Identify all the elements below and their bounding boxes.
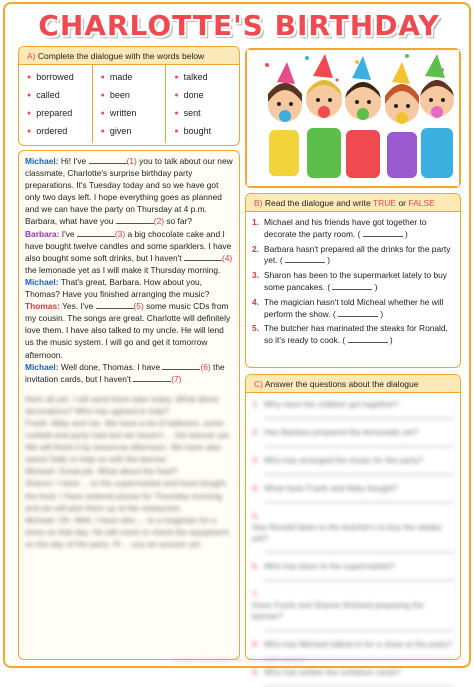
blank-number: (2) [153, 216, 165, 227]
blurred-dialogue-line: Frank: Abby and me. We have a lot of balloons, some confetti and party hats but we haven't ... the banner yet. We will finish it by tomorrow afternoon. We have also asked Sally to help us with the banner. [25, 417, 231, 465]
word-column [93, 65, 167, 143]
answer-line[interactable] [332, 282, 372, 290]
dialogue-text-segment: so far? [164, 216, 192, 227]
true-false-item [252, 297, 454, 321]
statement: The butcher has marinated the steaks for Ronald, so it's ready to cook. [264, 323, 448, 346]
statement: The magician hasn't told Micheal whether he will perform the show. [264, 296, 444, 319]
speaker-name: Michael: [25, 156, 59, 166]
question-item [252, 639, 454, 659]
questions-panel [245, 374, 461, 677]
answer-blank[interactable] [77, 229, 115, 237]
question-text: Who has been to the supermarket? [264, 561, 395, 571]
dialogue-line [25, 276, 233, 300]
question-item [252, 455, 454, 475]
answer-blank[interactable] [89, 156, 127, 164]
answer-field[interactable]: ( ) [357, 228, 408, 239]
dialogue-text-segment: I've [61, 228, 77, 239]
dialogue-text-segment: Yes. I've [62, 301, 96, 312]
dialogue-line [25, 300, 233, 360]
statement: Sharon has been to the supermarket lately to buy some pancakes. [264, 270, 447, 292]
question-text: Who has written the invitation cards? [264, 667, 401, 677]
dialogue-line [25, 361, 233, 385]
item-number: 2. [252, 243, 259, 254]
worksheet [3, 2, 471, 677]
word-column [19, 65, 93, 143]
answer-blank[interactable] [162, 362, 200, 370]
answer-line[interactable] [348, 335, 388, 343]
blank-number: (4) [221, 252, 233, 263]
dialogue-text-segment: you to talk about our new classmate, Charlotte's surprise birthday party preparations. It's Tuesday today and so we have got only two days left. I hope everything goes as planned and we can have the party on Thursday at 4 p.m. Barbara, what have you [25, 156, 233, 227]
answer-line[interactable] [264, 410, 454, 419]
questions-list [246, 393, 460, 687]
dialogue-text-segment: the invitation cards, but I haven't [25, 361, 225, 384]
section-c-header [246, 375, 460, 393]
speaker-name: Barbara: [25, 228, 60, 239]
answer-blank[interactable] [116, 216, 154, 224]
question-item [252, 483, 454, 503]
dialogue-blurred-text [19, 389, 239, 554]
true-false-item [252, 217, 454, 241]
answer-line[interactable] [363, 229, 403, 237]
answer-field[interactable]: ( ) [327, 281, 378, 292]
section-c-instruction: Answer the questions about the dialogue [264, 379, 419, 389]
speaker-name: Thomas: [25, 301, 60, 312]
speaker-name: Michael: [25, 361, 59, 372]
question-text: Has Ronald been to the butcher's to buy the steaks yet? [252, 522, 442, 543]
page-title: CHARLOTTE'S BIRTHDAY [38, 9, 440, 42]
word-bank-item: ● bought [174, 123, 239, 141]
dialogue-text-segment: Hi! I've [60, 156, 89, 166]
word-bank-item: ● called [27, 87, 92, 105]
true-word: TRUE [372, 198, 397, 208]
word-bank-item: ● prepared [27, 105, 92, 123]
answer-line[interactable] [285, 255, 325, 263]
statement-text [264, 244, 454, 268]
item-number: 7. [252, 589, 259, 599]
statement: Barbara hasn't prepared all the drinks for the party yet. [264, 243, 451, 266]
item-number: 2. [252, 427, 259, 437]
question-item [252, 561, 454, 581]
item-number: 1. [252, 217, 259, 227]
blank-number: (5) [133, 301, 144, 312]
item-number: 3. [252, 455, 259, 465]
word-column [166, 65, 239, 143]
blurred-dialogue-line: Michael: Great job. What about the food? [25, 466, 178, 477]
party-kids-illustration [245, 48, 461, 188]
word-bank-item: ● given [101, 123, 166, 141]
blank-number: (6) [200, 361, 211, 372]
answer-field[interactable]: ( ) [279, 255, 331, 266]
section-c-letter: C) [254, 379, 263, 389]
answer-line[interactable] [264, 678, 454, 687]
item-number: 3. [252, 270, 259, 281]
party-kids-image [247, 50, 459, 186]
question-item [252, 427, 454, 447]
blank-number: (3) [114, 228, 126, 239]
answer-field[interactable]: ( ) [342, 335, 393, 346]
speaker-name: Michael: [25, 276, 59, 287]
true-false-item [252, 270, 454, 294]
dialogue-text-segment: That's great, Barbara. How about you, Thomas? Have you finished arranging the music? [25, 276, 210, 300]
word-bank-item: ● written [101, 105, 166, 123]
statement-text [264, 270, 454, 294]
statement-text [264, 297, 454, 321]
word-bank-panel [18, 46, 240, 146]
item-number: 5. [252, 511, 259, 521]
word-bank-item: ● sent [174, 105, 239, 123]
word-bank-item: ● made [101, 69, 166, 87]
answer-blank[interactable] [133, 374, 171, 382]
blurred-dialogue-line: Michael: Oh. Well, I have also ... to a magician for a show on that day. He will come to check the equipment on the day of the party. I'll ... you an answer yet. [25, 514, 229, 549]
answer-blank[interactable] [96, 301, 134, 309]
question-text: Who has Michael talked to for a show at the party? [264, 639, 453, 649]
true-false-list [246, 212, 460, 347]
true-false-panel [245, 193, 461, 368]
item-number: 4. [252, 483, 259, 493]
dialogue-text-segment: a big chocolate cake and I have bought twelve candles and some sparklers. I have also bought some soft drinks, but I haven't [25, 228, 232, 263]
word-bank-item: ● been [101, 87, 166, 105]
question-item [252, 589, 454, 631]
item-number: 6. [252, 561, 259, 571]
dialogue-text-segment: Well done, Thomas. I have [60, 361, 163, 372]
question-text: Has Barbara prepared the lemonade yet? [264, 427, 419, 437]
true-false-item [252, 323, 454, 347]
blank-number: (1) [126, 156, 137, 166]
blurred-dialogue-line: them all yet. I will send them later today. What about decorations? Who has agreed to help? [25, 393, 219, 416]
question-text: Why have the children got together? [264, 399, 399, 409]
dialogue-panel [18, 150, 240, 660]
item-number: 4. [252, 296, 259, 307]
word-bank-item: ● talked [174, 69, 239, 87]
dialogue-line [25, 155, 233, 228]
item-number: 5. [252, 323, 259, 334]
question-item [252, 511, 454, 553]
answer-line[interactable] [264, 544, 454, 553]
item-number: 1. [252, 399, 259, 409]
question-text: Have Frank and Sharon finished preparing the banner? [252, 600, 424, 621]
answer-line[interactable] [338, 309, 378, 317]
question-text: What have Frank and Abby bought? [264, 483, 398, 493]
answer-line[interactable] [264, 494, 454, 503]
section-b-letter: B) [254, 198, 263, 208]
question-item [252, 399, 454, 419]
answer-field[interactable]: ( ) [332, 308, 384, 319]
answer-line[interactable] [264, 466, 454, 475]
statement-text [264, 217, 454, 241]
or-word: or [396, 198, 409, 208]
section-a-instruction: Complete the dialogue with the words below [37, 51, 205, 61]
statement: Michael and his friends have got together to decorate the party room. [264, 217, 427, 239]
dialogue-text [19, 151, 239, 389]
answer-blank[interactable] [184, 253, 222, 261]
section-b-instruction: Read the dialogue and write [264, 198, 373, 208]
word-bank-item: ● borrowed [27, 69, 92, 87]
dialogue-line [25, 228, 233, 276]
section-a-letter: A) [27, 51, 36, 61]
question-text: Who has arranged the music for the party? [264, 455, 423, 465]
word-bank [19, 65, 239, 143]
statement-text [264, 323, 454, 347]
word-bank-item: ● ordered [27, 123, 92, 141]
section-a-header [19, 47, 239, 65]
copyright-footer: Copyright © ESLPrintables.com - Free printable worksheets [172, 658, 306, 664]
word-bank-item: ● done [174, 87, 239, 105]
true-false-item [252, 244, 454, 268]
answer-line[interactable] [264, 622, 454, 631]
answer-line[interactable] [264, 438, 454, 447]
section-b-header [246, 194, 460, 212]
item-number: 9. [252, 667, 259, 677]
false-word: FALSE [408, 198, 435, 208]
question-item [252, 667, 454, 687]
blank-number: (7) [171, 373, 182, 384]
dialogue-text-segment: the lemonade yet as I will make it Thursday morning. [25, 264, 221, 275]
answer-line[interactable] [264, 572, 454, 581]
dialogue-text-segment: some music CDs from my cousin. The songs are great. Charlotte will definitely love them. I have also talked to my uncle. He will lend us the music system. I will go and get it tomorrow afternoon. [25, 301, 231, 360]
blurred-dialogue-line: Sharon: I have ... to the supermarket and have bought the food. I have ordered pizzas for Thursday morning and we will pick them up at the restaurant. [25, 478, 226, 513]
item-number: 8. [252, 639, 259, 649]
